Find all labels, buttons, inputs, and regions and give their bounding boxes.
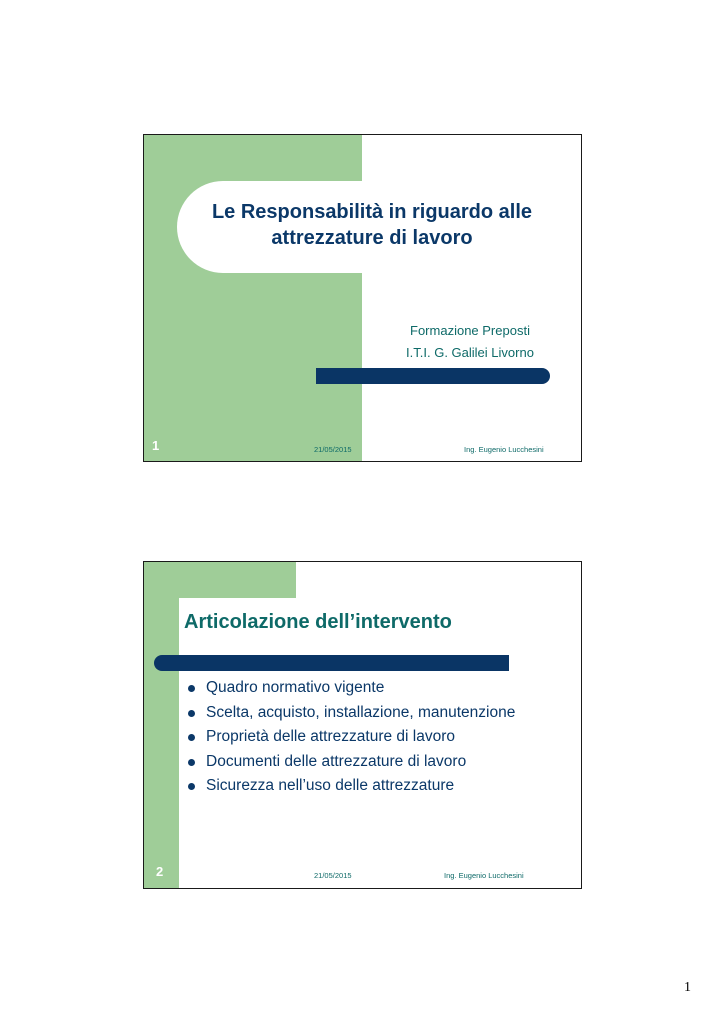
bullet-icon (188, 759, 195, 766)
bullet-icon (188, 710, 195, 717)
slide-2 (143, 561, 582, 889)
bullet-text: Documenti delle attrezzature di lavoro (206, 752, 467, 770)
green-panel-side (144, 562, 179, 888)
slide-2-title: Articolazione dell’intervento (184, 611, 452, 633)
list-item (188, 774, 515, 799)
bullet-icon (188, 783, 195, 790)
title-line-1: Le Responsabilità in riguardo alle (211, 201, 533, 223)
bullet-text: Quadro normativo vigente (206, 679, 385, 696)
accent-bar (154, 655, 509, 671)
slide-number: 1 (152, 438, 160, 453)
slide-1-title (192, 199, 552, 251)
subtitle-line-2: I.T.I. G. Galilei Livorno (406, 345, 534, 360)
bullet-text: Proprietà delle attrezzature di lavoro (206, 728, 455, 745)
list-item (188, 701, 515, 726)
page-number: 1 (684, 980, 691, 995)
footer-author: Ing. Eugenio Lucchesini (444, 871, 524, 880)
footer-date: 21/05/2015 (314, 871, 352, 880)
bullet-icon (188, 685, 195, 692)
bullet-list (188, 676, 515, 799)
slide-1 (143, 134, 582, 462)
footer-date: 21/05/2015 (314, 445, 352, 454)
list-item (188, 750, 515, 775)
slide-number: 2 (156, 864, 164, 879)
list-item (188, 725, 515, 750)
subtitle-line-1: Formazione Preposti (410, 323, 530, 338)
accent-bar (316, 368, 550, 384)
footer-author: Ing. Eugenio Lucchesini (464, 445, 544, 454)
bullet-text: Scelta, acquisto, installazione, manutenzione (206, 703, 516, 721)
title-line-2: attrezzature di lavoro (271, 227, 473, 249)
bullet-icon (188, 734, 195, 741)
list-item (188, 676, 515, 701)
bullet-text: Sicurezza nell’uso delle attrezzature (206, 777, 455, 794)
